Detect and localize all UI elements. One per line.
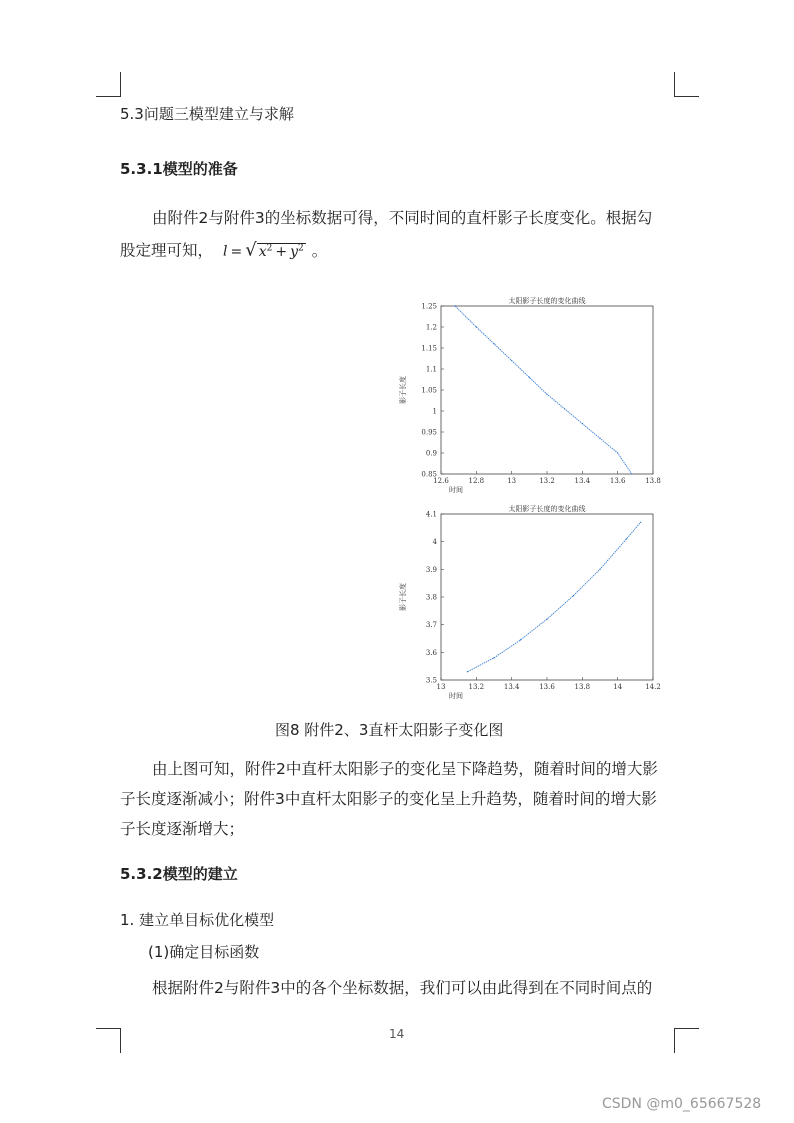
x-tick-label: 13.6 [609, 477, 626, 485]
chart-attachment-3-svg [395, 502, 665, 700]
x-tick-label: 13 [507, 477, 517, 485]
data-point [626, 538, 627, 539]
page-number: 14 [389, 1027, 405, 1041]
y-tick-label: 0.85 [421, 470, 437, 479]
formula-l: l [223, 243, 228, 260]
data-point [564, 408, 565, 409]
y-tick-label: 3.7 [425, 621, 437, 630]
data-point [520, 639, 521, 640]
data-point [582, 423, 583, 424]
y-tick-label: 0.95 [421, 428, 437, 437]
y-tick-label: 3.5 [425, 676, 437, 685]
list-item-1-1: (1)确定目标函数 [148, 943, 260, 961]
formula-y-exponent: 2 [298, 243, 304, 253]
crop-mark-top-left [96, 72, 121, 97]
crop-mark-bottom-left [96, 1028, 121, 1053]
x-tick-label: 13.4 [503, 683, 520, 691]
x-tick-label: 14.2 [645, 683, 661, 691]
x-tick-label: 14 [613, 683, 623, 691]
data-point [476, 326, 477, 327]
section-title: 5.3问题三模型建立与求解 [120, 105, 294, 123]
data-point [454, 305, 455, 306]
paragraph-3-line-1: 根据附件2与附件3中的各个坐标数据，我们可以由此得到在不同时间点的 [152, 979, 653, 997]
data-point [640, 522, 641, 523]
paragraph-1-end: 。 [311, 241, 328, 260]
formula-equals: = [230, 243, 243, 260]
plot-area [441, 514, 653, 680]
formula-y: y [290, 243, 299, 260]
x-tick-label: 13 [436, 683, 446, 691]
paragraph-1-line-2-text: 股定理可知， [120, 241, 214, 260]
paragraph-2-line-2: 子长度逐渐减小；附件3中直杆太阳影子的变化呈上升趋势，随着时间的增大影 [120, 790, 657, 808]
subsection-title-build: 5.3.2模型的建立 [120, 865, 238, 883]
y-tick-label: 4 [432, 538, 437, 547]
data-point [546, 394, 547, 395]
data-point [631, 473, 632, 474]
paragraph-1-line-1: 由附件2与附件3的坐标数据可得，不同时间的直杆影子长度变化。根据勾 [152, 209, 653, 227]
x-tick-label: 13.8 [645, 477, 661, 485]
paragraph-2-line-1: 由上图可知，附件2中直杆太阳影子的变化呈下降趋势，随着时间的增大影 [152, 760, 658, 778]
list-item-1: 1. 建立单目标优化模型 [120, 911, 275, 929]
y-tick-label: 3.9 [425, 565, 437, 574]
formula-plus: + [275, 243, 288, 260]
x-tick-label: 12.6 [433, 477, 449, 485]
data-point [493, 657, 494, 658]
y-tick-label: 1 [432, 407, 437, 416]
y-tick-label: 1.05 [421, 386, 437, 395]
data-point [573, 595, 574, 596]
chart-title: 太阳影子长度的变化曲线 [508, 505, 586, 513]
subsection-title-prep: 5.3.1模型的准备 [120, 160, 238, 178]
y-tick-label: 3.8 [425, 593, 437, 602]
csdn-watermark: CSDN @m0_65667528 [602, 1096, 762, 1112]
x-tick-label: 13.4 [574, 477, 591, 485]
x-tick-label: 13.2 [539, 477, 555, 485]
data-point [599, 569, 600, 570]
x-tick-label: 13.6 [539, 683, 555, 691]
y-tick-label: 0.9 [425, 449, 437, 458]
paragraph-2-line-3: 子长度逐渐增大； [120, 820, 245, 838]
data-point [529, 377, 530, 378]
chart-attachment-3 [395, 502, 665, 704]
formula-radicand [257, 243, 306, 260]
y-axis-label: 影子长度 [399, 583, 407, 611]
chart-title: 太阳影子长度的变化曲线 [508, 297, 586, 305]
paragraph-1-line-2 [120, 233, 327, 267]
x-tick-label: 13.8 [574, 683, 591, 691]
chart-attachment-2-svg [395, 294, 665, 494]
crop-mark-bottom-right [674, 1028, 699, 1053]
y-tick-label: 1.25 [421, 302, 437, 311]
pythagorean-formula [223, 233, 306, 267]
y-axis-label: 影子长度 [399, 376, 407, 404]
formula-x: x [258, 243, 267, 260]
data-point [511, 360, 512, 361]
x-axis-label: 时间 [449, 486, 463, 494]
data-point [617, 452, 618, 453]
crop-mark-top-right [674, 72, 699, 97]
y-tick-label: 4.1 [425, 510, 437, 519]
x-axis-label: 时间 [449, 692, 463, 700]
y-tick-label: 1.1 [425, 365, 437, 374]
data-point [493, 343, 494, 344]
x-tick-label: 12.8 [468, 477, 485, 485]
figure-caption: 图8 附件2、3直杆太阳影子变化图 [275, 721, 504, 739]
plot-area [441, 306, 653, 474]
y-tick-label: 3.6 [425, 648, 437, 657]
chart-attachment-2 [395, 294, 665, 498]
y-tick-label: 1.2 [425, 323, 437, 332]
y-tick-label: 1.15 [421, 344, 437, 353]
data-point [546, 618, 547, 619]
formula-root-sign: √ [245, 239, 257, 261]
data-point [467, 671, 468, 672]
formula-x-exponent: 2 [266, 243, 273, 253]
data-point [599, 438, 600, 439]
x-tick-label: 13.2 [468, 683, 485, 691]
